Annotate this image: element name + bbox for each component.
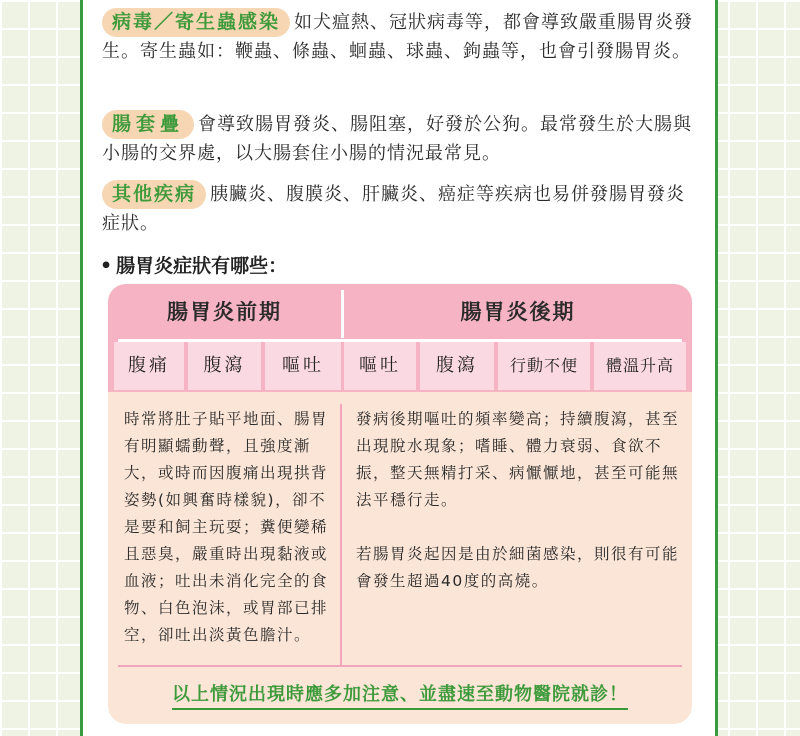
symptom-cell: 嘔吐: [265, 342, 341, 390]
late-description-text-2: 若腸胃炎起因是由於細菌感染，則很有可能會發生超過40度的高燒。: [356, 545, 680, 590]
intro-text: 胰臟炎、腹膜炎、肝臟炎、癌症等疾病也易併發腸胃發炎症狀。: [102, 184, 686, 234]
late-description-text-1: 發病後期嘔吐的頻率變高；持續腹瀉，甚至出現脫水現象；嗜睡、體力衰弱、食欲不振，整天無精打采、病懨懨地，甚至可能無法平穩行走。: [356, 410, 680, 509]
symptom-cell: 腹瀉: [188, 342, 261, 390]
intro-virus-parasite: [102, 8, 702, 66]
tag-virus-parasite: 病毒／寄生蟲感染: [102, 8, 290, 37]
late-description: [356, 406, 682, 595]
late-phase-title: 腸胃炎後期: [460, 300, 576, 324]
intro-intussusception: [102, 110, 702, 168]
symptom-cell: 腹瀉: [420, 342, 494, 390]
early-description-text: 時常將肚子貼平地面、腸胃有明顯蠕動聲，且強度漸大，或時而因腹痛出現拱背姿勢(如興奮時樣貌)，卻不是要和飼主玩耍；糞便變稀且惡臭，嚴重時出現黏液或血液；吐出未消化完全的食物、白色泡沫，或胃部已排空，卻吐出淡黃色膽汁。: [124, 410, 329, 644]
bullet-icon: •: [100, 255, 113, 277]
section-heading: [100, 252, 287, 280]
tag-intussusception: 腸套疊: [102, 110, 194, 139]
footer-divider: [118, 665, 682, 667]
intro-other-disease: [102, 180, 702, 238]
early-phase-title: 腸胃炎前期: [167, 300, 282, 324]
header-divider: [341, 290, 344, 338]
symptom-cell: 體溫升高: [594, 342, 686, 390]
symptom-cell: 腹痛: [114, 342, 184, 390]
tag-other-disease: 其他疾病: [102, 180, 206, 209]
column-divider: [340, 404, 342, 666]
intro-text: 會導致腸胃發炎、腸阻塞，好發於公狗。最常發生於大腸與小腸的交界處，以大腸套住小腸的情況最常見。: [102, 114, 693, 164]
intro-text: 如犬瘟熱、冠狀病毒等，都會導致嚴重腸胃炎發生。寄生蟲如：鞭蟲、條蟲、蛔蟲、球蟲、鉤蟲等，也會引發腸胃炎。: [102, 12, 694, 62]
section-title: 腸胃炎症狀有哪些：: [116, 255, 288, 277]
table-footer: [108, 672, 692, 724]
early-description: [124, 406, 330, 649]
symptom-cell: 行動不便: [498, 342, 590, 390]
footer-notice: 以上情況出現時應多加注意、並盡速至動物醫院就診！: [172, 682, 628, 710]
symptoms-table: [108, 284, 692, 724]
symptom-cell: 嘔吐: [344, 342, 416, 390]
table-header: [108, 284, 692, 392]
